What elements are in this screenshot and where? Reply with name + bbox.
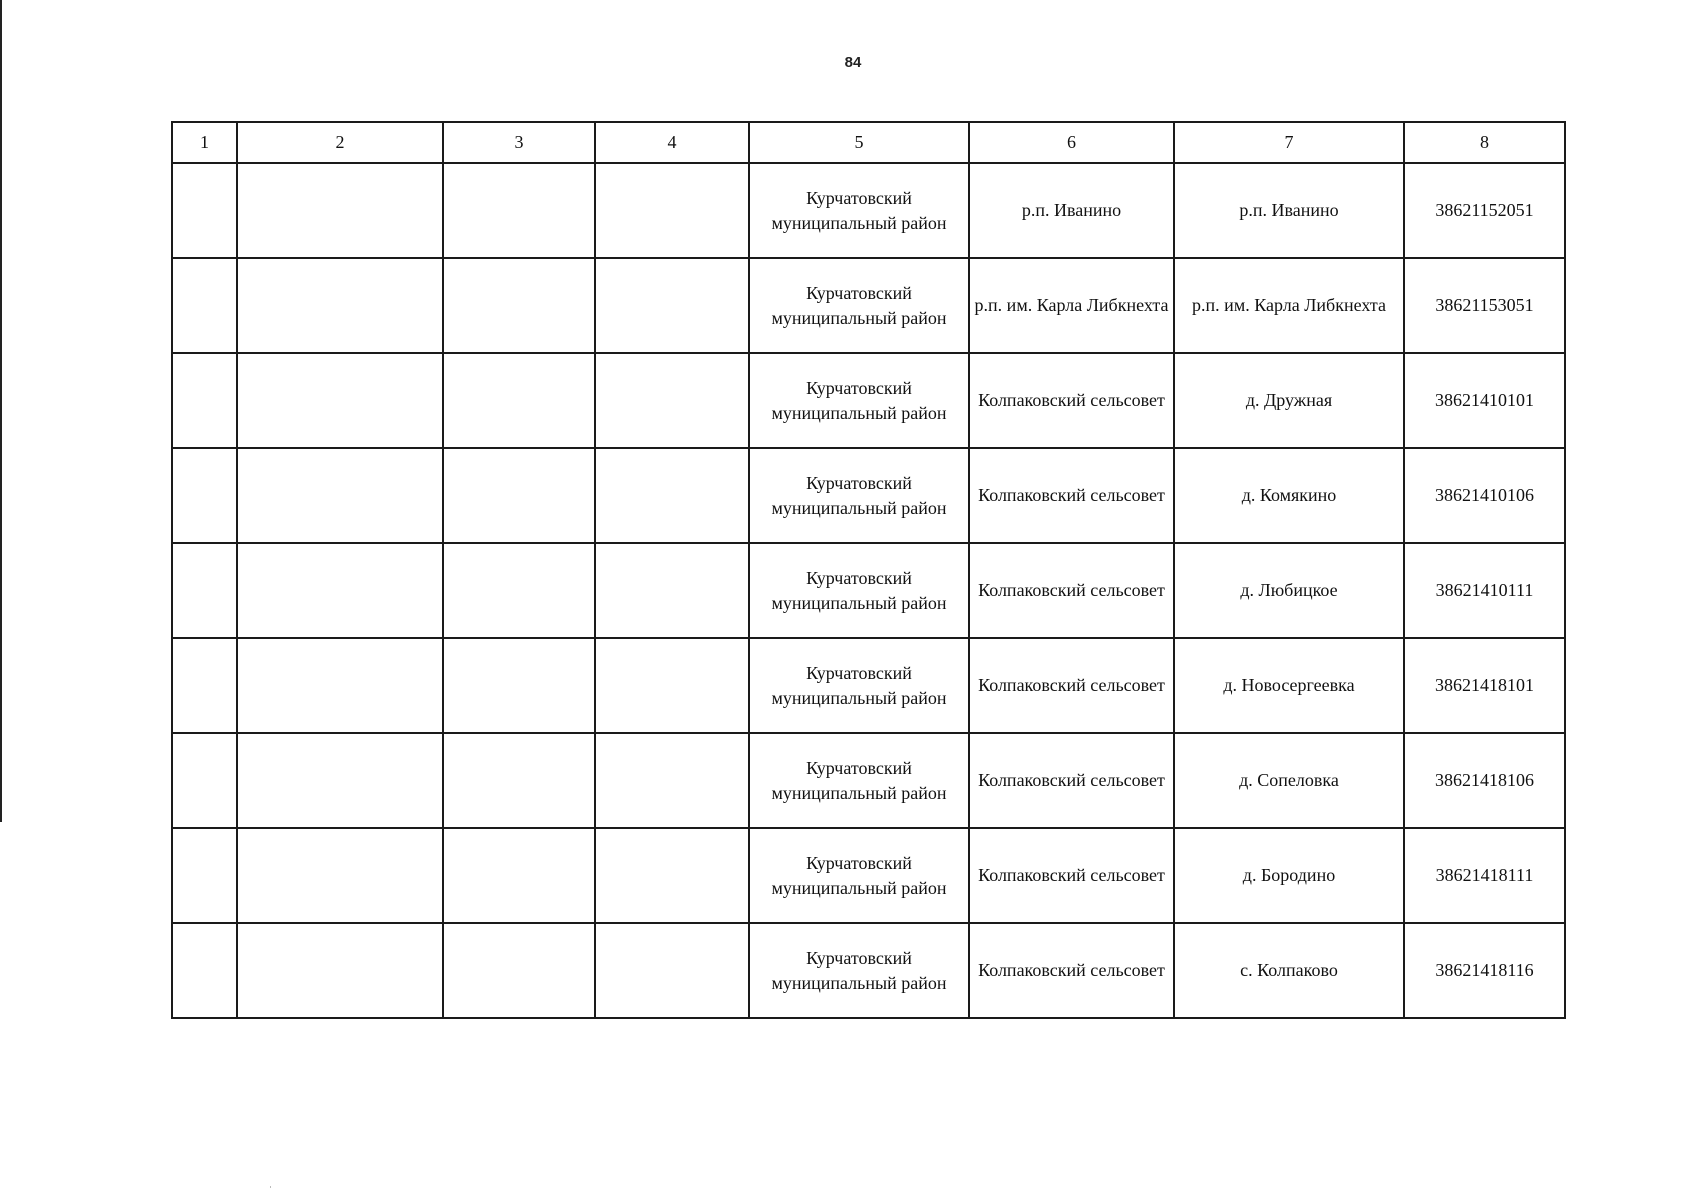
table-row — [172, 448, 1565, 543]
cell-col-2 — [237, 923, 443, 1018]
cell-col-3 — [443, 638, 595, 733]
cell-code: 38621418116 — [1404, 923, 1565, 1018]
table-row — [172, 353, 1565, 448]
cell-code: 38621152051 — [1404, 163, 1565, 258]
cell-district: Курчатовский муниципальный район — [749, 733, 969, 828]
cell-col-1 — [172, 353, 237, 448]
cell-district: Курчатовский муниципальный район — [749, 828, 969, 923]
cell-settlement: д. Дружная — [1174, 353, 1404, 448]
cell-settlement: д. Комякино — [1174, 448, 1404, 543]
table-row — [172, 828, 1565, 923]
cell-col-2 — [237, 353, 443, 448]
table-row — [172, 543, 1565, 638]
cell-district: Курчатовский муниципальный район — [749, 638, 969, 733]
cell-col-2 — [237, 448, 443, 543]
cell-code: 38621410111 — [1404, 543, 1565, 638]
cell-col-3 — [443, 828, 595, 923]
cell-col-4 — [595, 543, 749, 638]
cell-municipality: Колпаковский сельсовет — [969, 828, 1174, 923]
cell-code: 38621418101 — [1404, 638, 1565, 733]
cell-settlement: р.п. Иванино — [1174, 163, 1404, 258]
column-header: 2 — [237, 122, 443, 163]
cell-col-4 — [595, 353, 749, 448]
cell-col-4 — [595, 828, 749, 923]
cell-code: 38621410106 — [1404, 448, 1565, 543]
table-row — [172, 258, 1565, 353]
column-header: 6 — [969, 122, 1174, 163]
cell-col-2 — [237, 163, 443, 258]
cell-municipality: Колпаковский сельсовет — [969, 353, 1174, 448]
cell-settlement: д. Сопеловка — [1174, 733, 1404, 828]
cell-municipality: Колпаковский сельсовет — [969, 638, 1174, 733]
cell-col-4 — [595, 258, 749, 353]
cell-col-4 — [595, 923, 749, 1018]
cell-col-3 — [443, 163, 595, 258]
column-header: 5 — [749, 122, 969, 163]
column-header: 4 — [595, 122, 749, 163]
cell-col-1 — [172, 638, 237, 733]
column-header: 8 — [1404, 122, 1565, 163]
cell-district: Курчатовский муниципальный район — [749, 163, 969, 258]
cell-code: 38621410101 — [1404, 353, 1565, 448]
column-header: 1 — [172, 122, 237, 163]
cell-col-4 — [595, 733, 749, 828]
cell-district: Курчатовский муниципальный район — [749, 923, 969, 1018]
cell-col-1 — [172, 923, 237, 1018]
cell-col-3 — [443, 923, 595, 1018]
column-number-row — [172, 122, 1565, 163]
cell-district: Курчатовский муниципальный район — [749, 353, 969, 448]
cell-municipality: р.п. Иванино — [969, 163, 1174, 258]
page-number: 84 — [844, 54, 862, 71]
table-row — [172, 638, 1565, 733]
cell-settlement: д. Любицкое — [1174, 543, 1404, 638]
cell-settlement: с. Колпаково — [1174, 923, 1404, 1018]
cell-settlement: д. Новосергеевка — [1174, 638, 1404, 733]
cell-col-3 — [443, 733, 595, 828]
cell-district: Курчатовский муниципальный район — [749, 258, 969, 353]
cell-col-3 — [443, 353, 595, 448]
cell-col-3 — [443, 258, 595, 353]
cell-col-2 — [237, 638, 443, 733]
cell-col-4 — [595, 163, 749, 258]
cell-col-4 — [595, 448, 749, 543]
cell-settlement: р.п. им. Карла Либкнехта — [1174, 258, 1404, 353]
cell-col-1 — [172, 163, 237, 258]
table-row — [172, 733, 1565, 828]
cell-col-2 — [237, 733, 443, 828]
cell-municipality: Колпаковский сельсовет — [969, 543, 1174, 638]
cell-col-1 — [172, 258, 237, 353]
table-container — [171, 121, 1566, 1019]
table-row — [172, 923, 1565, 1018]
cell-col-1 — [172, 543, 237, 638]
column-header: 7 — [1174, 122, 1404, 163]
cell-col-1 — [172, 733, 237, 828]
cell-col-2 — [237, 543, 443, 638]
settlement-registry-table — [171, 121, 1566, 1019]
cell-code: 38621418106 — [1404, 733, 1565, 828]
cell-district: Курчатовский муниципальный район — [749, 448, 969, 543]
cell-col-3 — [443, 448, 595, 543]
cell-district: Курчатовский муниципальный район — [749, 543, 969, 638]
cell-col-4 — [595, 638, 749, 733]
cell-municipality: р.п. им. Карла Либкнехта — [969, 258, 1174, 353]
table-row — [172, 163, 1565, 258]
cell-col-1 — [172, 828, 237, 923]
cell-col-1 — [172, 448, 237, 543]
cell-municipality: Колпаковский сельсовет — [969, 448, 1174, 543]
cell-municipality: Колпаковский сельсовет — [969, 733, 1174, 828]
cell-code: 38621153051 — [1404, 258, 1565, 353]
scan-speck — [270, 1186, 271, 1188]
scan-edge-line — [0, 0, 2, 822]
cell-settlement: д. Бородино — [1174, 828, 1404, 923]
cell-col-2 — [237, 258, 443, 353]
cell-col-2 — [237, 828, 443, 923]
cell-code: 38621418111 — [1404, 828, 1565, 923]
column-header: 3 — [443, 122, 595, 163]
cell-municipality: Колпаковский сельсовет — [969, 923, 1174, 1018]
cell-col-3 — [443, 543, 595, 638]
